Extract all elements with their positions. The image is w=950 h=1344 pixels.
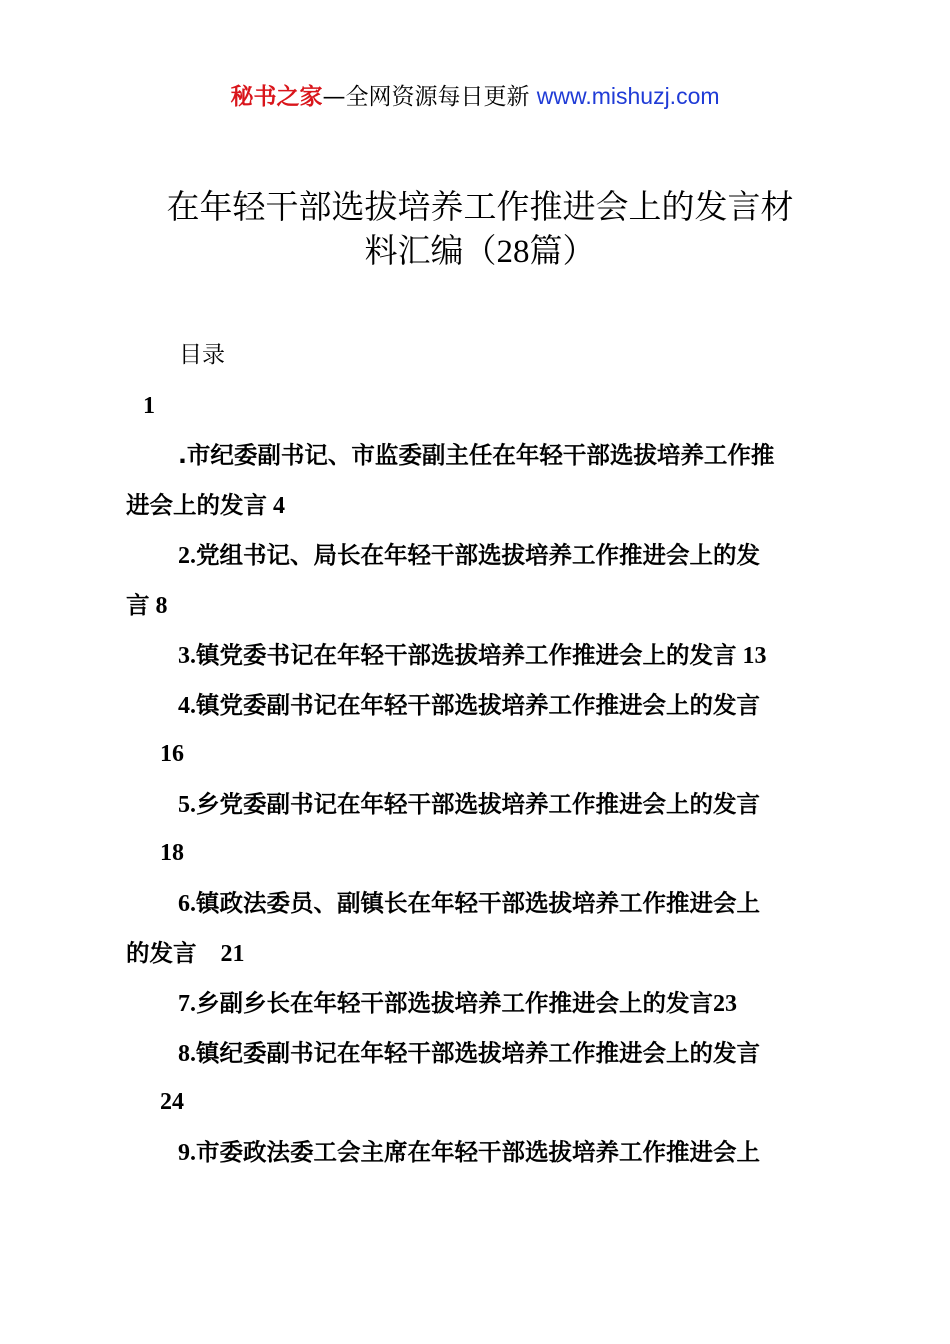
toc-line[interactable] [160, 1085, 184, 1118]
toc-entry-text: 党组书记、局长在年轻干部选拔培养工作推进会上的发 [196, 541, 760, 569]
toc-line[interactable] [126, 489, 285, 522]
toc-line[interactable] [160, 737, 184, 770]
toc-entry-text: 乡副乡长在年轻干部选拔培养工作推进会上的发言 [196, 989, 713, 1017]
title-line-2 [120, 229, 840, 274]
toc-line[interactable] [178, 539, 760, 572]
toc-entry-number: 3. [178, 643, 196, 669]
toc-entry-text: 的发言 [126, 939, 197, 967]
toc-line[interactable] [143, 389, 155, 422]
toc-line[interactable] [178, 987, 737, 1020]
toc-line[interactable] [126, 937, 245, 970]
toc-entry-text: 镇政法委员、副镇长在年轻干部选拔培养工作推进会上 [196, 889, 760, 917]
toc-entry-text: 镇党委书记在年轻干部选拔培养工作推进会上的发言 [196, 641, 737, 669]
toc-line[interactable] [178, 689, 760, 722]
title-line-2-suffix: 篇） [529, 231, 596, 270]
toc-page-number: 13 [736, 643, 767, 669]
toc-entry-text: 言 [126, 591, 150, 619]
site-url-link[interactable]: www.mishuzj.com [536, 83, 720, 109]
toc-line[interactable] [178, 1136, 760, 1169]
brand-name: 秘书之家 [230, 84, 323, 110]
toc-heading: 目录 [179, 342, 225, 368]
toc-entry-text: .市纪委副书记、市监委副主任在年轻干部选拔培养工作推 [178, 441, 775, 469]
toc-entry-number: 7. [178, 991, 196, 1017]
toc-line[interactable] [126, 589, 168, 622]
toc-page-number: 4 [267, 493, 285, 519]
toc-line[interactable] [160, 836, 184, 869]
toc-page-number: 23 [713, 991, 737, 1017]
toc-entry-number: 9. [178, 1140, 196, 1166]
toc-entry-text: 镇党委副书记在年轻干部选拔培养工作推进会上的发言 [196, 691, 760, 719]
toc-entry-number: 5. [178, 792, 196, 818]
toc-entry-text: 镇纪委副书记在年轻干部选拔培养工作推进会上的发言 [196, 1039, 760, 1067]
toc-entry-number: 8. [178, 1041, 196, 1067]
toc-entry-text: 进会上的发言 [126, 491, 267, 519]
header-separator: — [322, 84, 346, 110]
toc-page-number: 24 [160, 1089, 184, 1115]
title-line-2-prefix: 料汇编（ [364, 231, 497, 270]
toc-line[interactable] [178, 887, 760, 920]
toc-entry-text: 市委政法委工会主席在年轻干部选拔培养工作推进会上 [196, 1138, 760, 1166]
title-article-count: 28 [496, 234, 530, 270]
toc-page-number: 16 [160, 741, 184, 767]
toc-entry-text: 乡党委副书记在年轻干部选拔培养工作推进会上的发言 [196, 790, 760, 818]
toc-page-number: 21 [196, 941, 245, 967]
toc-line[interactable] [178, 439, 774, 472]
toc-entry-number: 4. [178, 693, 196, 719]
toc-entry-number: 6. [178, 891, 196, 917]
toc-line[interactable] [178, 1037, 760, 1070]
site-header [0, 80, 950, 113]
header-tagline: 全网资源每日更新 [345, 84, 530, 110]
toc-line[interactable] [178, 639, 767, 672]
toc-line[interactable] [178, 788, 760, 821]
toc-page-number: 8 [149, 593, 168, 619]
document-title [120, 185, 840, 274]
toc-entry-number: 2. [178, 543, 196, 569]
title-line-1: 在年轻干部选拔培养工作推进会上的发言材 [166, 187, 794, 226]
toc-entry-number: 1 [143, 393, 155, 419]
toc-page-number: 18 [160, 840, 184, 866]
